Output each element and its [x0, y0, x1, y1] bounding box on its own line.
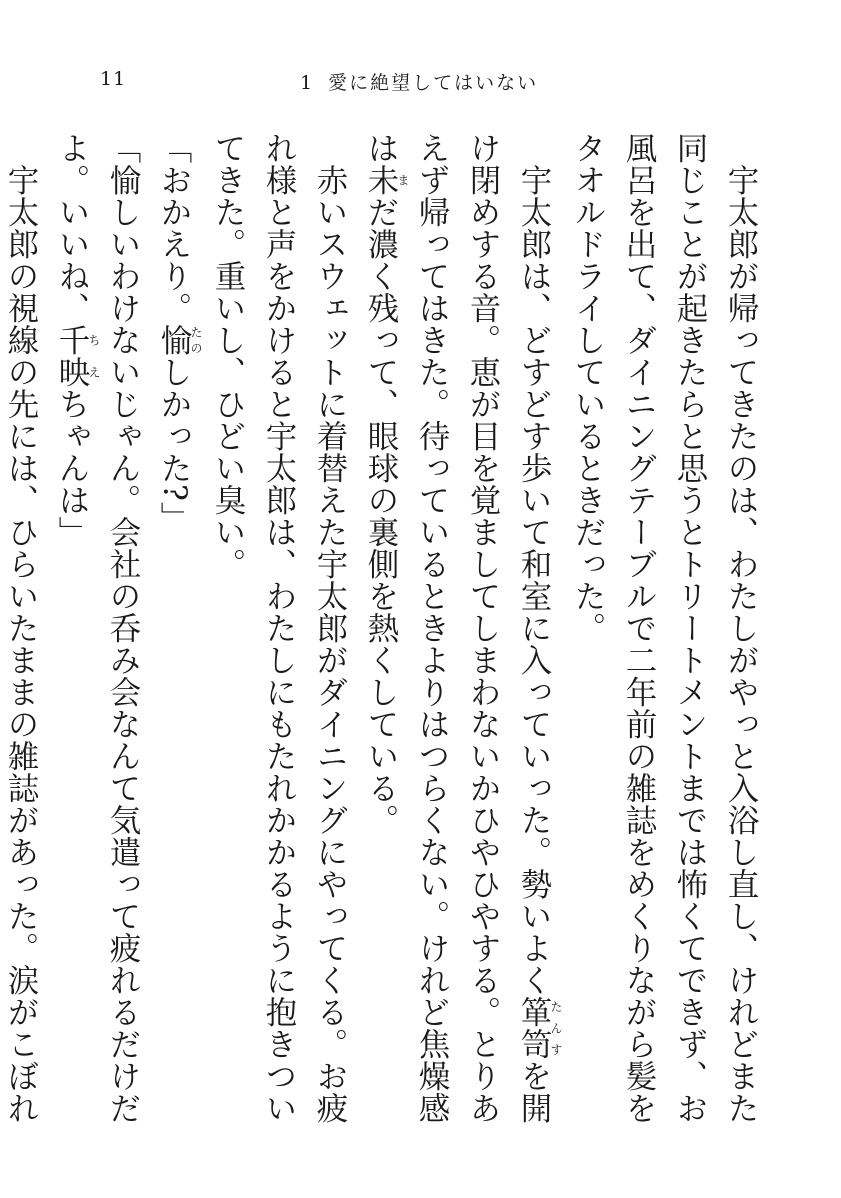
ruby-chi [54, 324, 101, 356]
ruby-ma [363, 164, 410, 196]
ruby-chi-reading: ち [87, 324, 101, 356]
page-number: 11 [100, 68, 127, 90]
body-text [3, 132, 766, 1132]
ruby-e-reading: え [87, 356, 101, 388]
paragraph-6: 宇太郎の視線の先には、ひらいたままの雑誌があった。涙がこぼれ [3, 163, 39, 1124]
ruby-tansu-base: 箪笥 [516, 995, 552, 1060]
paragraph-2-part-1: 宇太郎は、どすどす歩いて和室に入っていった。勢いよく [516, 163, 552, 996]
paragraph-4-part-1: 「おかえり。 [156, 132, 192, 324]
paragraph-5-part-2: ちゃんは」 [54, 388, 90, 548]
paragraph-4-part-2: しかった?」 [156, 356, 192, 534]
paragraph-3: 赤いスウェットに着替えた宇太郎がダイニングにやってくる。お疲れ様と声をかけると宇太郎は、わたしにもたれかかるように抱きついてきた。重いし、ひどい臭い。 [210, 132, 348, 1124]
paragraph-2-part-2: を開け閉めする音。恵が目を覚ましてしまわないかひやひやする。とりあえず帰ってはきた。待っているときよりはつらくない。けれど焦燥感は [363, 132, 552, 1124]
paragraph-5-dialogue [46, 132, 148, 1132]
paragraph-1: 宇太郎が帰ってきたのは、わたしがやっと入浴し直し、けれどまた同じことが起きたらと思うとトリートメントまでは怖くてできず、お風呂を出て、ダイニングテーブルで二年前の雑誌をめくりながら髪をタオルドライしているときだった。 [570, 132, 759, 1124]
ruby-tano-base: 愉 [156, 324, 192, 356]
ruby-ma-reading: ま [396, 164, 410, 196]
paragraph-2 [355, 132, 562, 1132]
ruby-tansu [516, 995, 563, 1060]
paragraph-2-part-3: だ濃く残って、眼球の裏側を熱くしている。 [363, 196, 399, 836]
chapter-number: 1 [300, 72, 315, 94]
ruby-tano [156, 324, 203, 356]
paragraph-4-dialogue [148, 132, 202, 1132]
ruby-tano-reading: たの [189, 324, 203, 356]
ruby-e [54, 356, 101, 388]
ruby-tansu-reading: たんす [549, 995, 563, 1060]
ruby-ma-base: 未 [363, 164, 399, 196]
ruby-chi-base: 千 [54, 324, 90, 356]
chapter-title: 愛に絶望してはいない [328, 72, 539, 94]
paragraph-5-part-1: 「愉しいわけないじゃん。会社の呑み会なんて気遣って疲れるだけだよ。いいね、 [54, 132, 141, 1124]
running-header [300, 68, 538, 95]
ruby-e-base: 映 [54, 356, 90, 388]
